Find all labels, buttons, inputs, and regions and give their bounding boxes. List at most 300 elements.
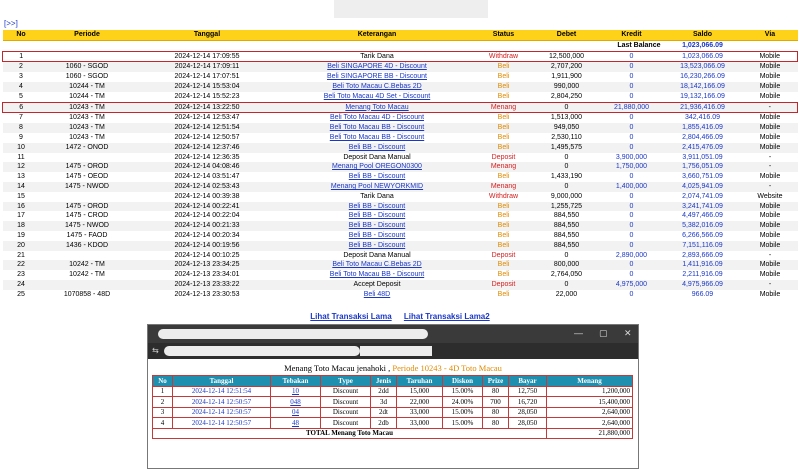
row-keterangan-link[interactable]: Beli BB - Discount <box>348 231 406 239</box>
row-debet: 884,550 <box>553 231 580 239</box>
column-header: Debet <box>533 30 601 40</box>
row-no: 12 <box>3 162 40 172</box>
row-status: Deposit <box>475 280 533 290</box>
row-keterangan: Accept Deposit <box>280 280 475 290</box>
row-periode: 1475 - CROD <box>65 212 109 220</box>
site-settings-icon[interactable]: ⇆ <box>152 346 159 355</box>
win-column-header: Taruhan <box>397 376 443 387</box>
row-kredit: 0 <box>629 290 634 298</box>
win-row-tanggal: 2024-12-14 12:51:54 <box>173 386 271 397</box>
row-no: 23 <box>17 271 25 279</box>
row-no: 22 <box>3 260 40 270</box>
row-debet: 2,530,110 <box>551 133 582 141</box>
row-tanggal: 2024-12-14 00:39:38 <box>174 192 240 200</box>
row-no: 8 <box>3 123 40 133</box>
row-kredit: 0 <box>601 202 663 212</box>
row-debet: 1,433,190 <box>550 173 583 181</box>
row-status: Beli <box>475 241 533 251</box>
row-debet: 1,911,900 <box>551 73 582 81</box>
row-kredit: 0 <box>601 221 663 231</box>
row-tanggal: 2024-12-14 12:53:47 <box>174 114 240 122</box>
table-row <box>3 211 798 221</box>
row-kredit: 0 <box>601 241 663 251</box>
win-row-diskon: 24.00% <box>443 397 483 408</box>
table-row <box>3 123 798 133</box>
row-tanggal: 2024-12-13 23:33:22 <box>135 280 280 290</box>
row-saldo: 966.09 <box>691 290 714 298</box>
row-saldo: 3,241,741.09 <box>663 202 743 212</box>
row-periode <box>40 280 135 290</box>
row-keterangan-link[interactable]: Menang Pool OREGON0300 <box>280 162 475 172</box>
row-periode: 1475 - OEOD <box>65 173 109 181</box>
row-keterangan-link[interactable]: Beli Toto Macau BB - Discount <box>280 123 475 133</box>
minimize-icon[interactable]: — <box>574 328 583 338</box>
row-via: - <box>743 182 798 192</box>
row-debet: 12,500,000 <box>533 51 601 62</box>
row-debet: 2,707,200 <box>533 62 601 72</box>
row-via: Mobile <box>743 62 798 72</box>
row-saldo: 1,855,416.09 <box>663 123 743 133</box>
row-saldo: 4,497,466.09 <box>682 212 723 220</box>
row-keterangan-link[interactable]: Beli BB - Discount <box>280 241 475 251</box>
row-keterangan-link[interactable]: Beli Toto Macau BB - Discount <box>329 133 425 141</box>
win-row-no: 3 <box>153 407 173 418</box>
row-kredit: 0 <box>629 173 634 181</box>
row-via: Mobile <box>743 143 798 153</box>
row-status: Beli <box>475 82 533 92</box>
win-row-tebakan-link[interactable]: 048 <box>271 397 321 408</box>
row-debet: 884,550 <box>533 241 601 251</box>
win-table-header-row <box>153 376 633 387</box>
last-balance-row <box>3 40 798 51</box>
row-no: 9 <box>19 133 23 141</box>
row-kredit: 0 <box>601 143 663 153</box>
row-tanggal: 2024-12-14 17:09:55 <box>135 51 280 62</box>
row-status: Menang <box>475 182 533 192</box>
row-tanggal: 2024-12-14 17:09:11 <box>135 62 280 72</box>
row-tanggal: 2024-12-14 00:10:25 <box>174 251 240 259</box>
table-row <box>3 231 798 241</box>
row-status: Beli <box>497 271 510 279</box>
row-kredit: 21,880,000 <box>601 102 663 113</box>
row-saldo: 4,025,941.09 <box>663 182 743 192</box>
row-saldo: 2,804,466.09 <box>682 133 723 141</box>
row-keterangan: Tarik Dana <box>280 51 475 62</box>
row-no: 11 <box>17 153 25 161</box>
row-saldo: 6,266,566.09 <box>682 231 723 239</box>
row-debet: 884,550 <box>533 221 601 231</box>
row-status: Menang <box>475 102 533 113</box>
win-row-bayar: 12,750 <box>509 386 547 397</box>
row-no: 21 <box>17 251 25 259</box>
row-periode: 1475 - OROD <box>40 162 135 172</box>
row-saldo: 2,893,666.09 <box>682 251 723 259</box>
row-kredit: 1,400,000 <box>601 182 663 192</box>
popup-url-extra <box>360 346 432 356</box>
row-status: Beli <box>497 290 510 298</box>
win-table-row <box>153 386 633 397</box>
old-transactions-link[interactable]: Lihat Transaksi Lama <box>310 312 392 321</box>
win-table-row <box>153 407 633 418</box>
row-saldo: 1,023,066.09 <box>663 51 743 62</box>
win-row-prize: 80 <box>483 386 509 397</box>
row-tanggal: 2024-12-13 23:34:25 <box>135 260 280 270</box>
maximize-icon[interactable]: ▢ <box>599 328 608 338</box>
win-row-tebakan-link[interactable]: 04 <box>271 407 321 418</box>
row-keterangan-link[interactable]: Beli Toto Macau C.Bebas 2D <box>280 260 475 270</box>
win-table-row <box>153 397 633 408</box>
table-row <box>3 62 798 72</box>
row-status: Beli <box>475 202 533 212</box>
row-tanggal: 2024-12-13 23:34:01 <box>174 271 240 279</box>
win-column-header: Jenis <box>371 376 397 387</box>
row-periode: 1070858 - 48D <box>63 290 111 298</box>
row-status: Beli <box>497 73 510 81</box>
table-row <box>3 113 798 123</box>
win-row-prize: 700 <box>483 397 509 408</box>
win-row-menang: 2,640,000 <box>547 418 633 429</box>
table-row <box>3 192 798 202</box>
row-periode: 10242 - TM <box>40 260 135 270</box>
row-saldo: 21,936,416.09 <box>663 102 743 113</box>
win-row-jenis: 3d <box>371 397 397 408</box>
row-debet: 2,804,250 <box>550 92 583 100</box>
table-row <box>3 241 798 251</box>
row-debet: 800,000 <box>533 260 601 270</box>
row-saldo: 4,975,966.09 <box>663 280 743 290</box>
row-kredit: 0 <box>629 231 634 239</box>
row-status: Beli <box>497 173 510 181</box>
table-row <box>3 82 798 92</box>
row-keterangan: Deposit Dana Manual <box>343 153 411 161</box>
row-tanggal: 2024-12-14 00:19:56 <box>135 241 280 251</box>
row-keterangan-link[interactable]: Menang Pool NEWYORKMID <box>280 182 475 192</box>
table-row <box>3 290 798 300</box>
row-no: 5 <box>19 92 23 100</box>
row-keterangan-link[interactable]: Beli Toto Macau BB - Discount <box>329 271 425 279</box>
row-tanggal: 2024-12-14 04:08:46 <box>135 162 280 172</box>
row-kredit: 0 <box>601 82 663 92</box>
row-periode: 10244 - TM <box>69 92 105 100</box>
row-keterangan-link[interactable]: Beli BB - Discount <box>348 212 406 220</box>
win-row-bayar: 16,720 <box>509 397 547 408</box>
transaction-table <box>2 30 798 300</box>
row-saldo: 342,416.09 <box>684 114 721 122</box>
row-debet: 0 <box>533 182 601 192</box>
row-periode <box>40 251 135 261</box>
win-row-tanggal: 2024-12-14 12:50:57 <box>173 407 271 418</box>
last-balance-value: 1,023,066.09 <box>682 41 723 49</box>
row-keterangan-link[interactable]: Beli Toto Macau 4D - Discount <box>329 114 425 122</box>
row-saldo: 3,660,751.09 <box>682 173 723 181</box>
table-row <box>3 153 798 163</box>
win-total-label: TOTAL Menang Toto Macau <box>153 428 547 439</box>
row-via: Mobile <box>743 123 798 133</box>
win-column-header: Menang <box>547 376 633 387</box>
row-kredit: 4,975,000 <box>601 280 663 290</box>
row-keterangan-link[interactable]: Beli BB - Discount <box>348 173 406 181</box>
row-periode: 10244 - TM <box>40 82 135 92</box>
row-kredit: 0 <box>601 123 663 133</box>
row-debet: 949,050 <box>533 123 601 133</box>
row-no: 10 <box>3 143 40 153</box>
row-periode: 10243 - TM <box>40 123 135 133</box>
row-debet: 1,495,575 <box>533 143 601 153</box>
row-debet: 884,550 <box>553 212 580 220</box>
row-saldo: 19,132,166.09 <box>680 92 725 100</box>
row-tanggal: 2024-12-14 00:21:33 <box>135 221 280 231</box>
row-tanggal: 2024-12-14 02:53:43 <box>135 182 280 192</box>
row-periode: 1436 - KDOD <box>40 241 135 251</box>
row-tanggal: 2024-12-14 15:52:23 <box>174 92 240 100</box>
row-no: 19 <box>17 231 25 239</box>
row-periode: 1060 - SGOD <box>65 73 109 81</box>
row-kredit: 0 <box>601 62 663 72</box>
row-kredit: 0 <box>629 73 634 81</box>
next-page-link[interactable]: [>>] <box>4 19 18 28</box>
row-keterangan-link[interactable]: Beli BB - Discount <box>280 202 475 212</box>
win-row-menang: 1,200,000 <box>547 386 633 397</box>
row-tanggal: 2024-12-14 15:53:04 <box>135 82 280 92</box>
row-tanggal: 2024-12-14 00:22:41 <box>135 202 280 212</box>
row-debet: 2,764,050 <box>550 271 583 279</box>
win-column-header: Diskon <box>443 376 483 387</box>
row-tanggal: 2024-12-14 12:37:46 <box>135 143 280 153</box>
row-periode: 10243 - TM <box>40 102 135 113</box>
row-kredit: 0 <box>601 51 663 62</box>
column-header: Tanggal <box>135 30 280 40</box>
row-no: 1 <box>3 51 40 62</box>
win-row-prize: 80 <box>483 418 509 429</box>
row-no: 18 <box>3 221 40 231</box>
win-total-row <box>153 428 633 439</box>
table-row <box>3 143 798 153</box>
row-via: - <box>768 251 772 259</box>
row-via: Mobile <box>759 212 781 220</box>
last-balance-label: Last Balance <box>617 41 661 49</box>
popup-address-bar <box>148 343 638 359</box>
table-row <box>3 270 798 280</box>
row-via: - <box>768 153 772 161</box>
row-status: Beli <box>475 143 533 153</box>
row-keterangan-link[interactable]: Beli SINGAPORE 4D - Discount <box>280 62 475 72</box>
row-via: - <box>743 280 798 290</box>
table-header-row <box>3 30 798 40</box>
row-via: Mobile <box>759 173 781 181</box>
column-header: Saldo <box>663 30 743 40</box>
row-no: 15 <box>17 192 25 200</box>
row-keterangan-link[interactable]: Beli BB - Discount <box>280 221 475 231</box>
row-debet: 1,255,725 <box>533 202 601 212</box>
win-row-type: Discount <box>321 407 371 418</box>
row-no: 6 <box>3 102 40 113</box>
row-debet: 990,000 <box>533 82 601 92</box>
table-row <box>3 133 798 143</box>
win-row-type: Discount <box>321 386 371 397</box>
win-column-header: No <box>153 376 173 387</box>
row-debet: 0 <box>533 102 601 113</box>
row-saldo: 5,382,016.09 <box>663 221 743 231</box>
row-kredit: 0 <box>629 271 634 279</box>
close-icon[interactable]: ✕ <box>624 328 632 338</box>
row-status: Withdraw <box>488 192 519 200</box>
row-via: Mobile <box>759 231 781 239</box>
row-debet: 1,513,000 <box>550 114 583 122</box>
row-debet: 22,000 <box>555 290 578 298</box>
popup-url-field[interactable] <box>164 346 360 356</box>
row-keterangan-link[interactable]: Beli Toto Macau C.Bebas 2D <box>280 82 475 92</box>
row-no: 13 <box>17 173 25 181</box>
row-tanggal: 2024-12-14 00:20:34 <box>174 231 240 239</box>
table-row <box>3 92 798 102</box>
table-row <box>3 202 798 212</box>
win-row-tebakan-link[interactable]: 48 <box>271 418 321 429</box>
row-status: Beli <box>497 92 510 100</box>
win-row-taruhan: 33,000 <box>397 418 443 429</box>
row-tanggal: 2024-12-14 12:36:35 <box>174 153 240 161</box>
row-saldo: 2,415,476.09 <box>663 143 743 153</box>
popup-tab-title <box>158 329 428 339</box>
win-row-prize: 80 <box>483 407 509 418</box>
row-kredit: 3,900,000 <box>615 153 648 161</box>
popup-heading-periode: Periode 10243 - 4D Toto Macau <box>392 363 502 373</box>
row-no: 20 <box>3 241 40 251</box>
row-status: Menang <box>475 162 533 172</box>
row-saldo: 7,151,116.09 <box>663 241 743 251</box>
bottom-links <box>0 312 800 321</box>
win-row-tanggal: 2024-12-14 12:50:57 <box>173 418 271 429</box>
win-column-header: Tanggal <box>173 376 271 387</box>
row-status: Withdraw <box>475 51 533 62</box>
win-table-row <box>153 418 633 429</box>
row-status: Beli <box>475 123 533 133</box>
row-via: Mobile <box>759 290 781 298</box>
win-row-menang: 15,400,000 <box>547 397 633 408</box>
row-via: - <box>743 162 798 172</box>
column-header: Periode <box>40 30 135 40</box>
row-saldo: 2,074,741.09 <box>682 192 723 200</box>
win-row-bayar: 28,050 <box>509 407 547 418</box>
row-via: Mobile <box>759 114 781 122</box>
row-periode <box>40 51 135 62</box>
row-no: 25 <box>17 290 25 298</box>
win-row-no: 2 <box>153 397 173 408</box>
row-tanggal: 2024-12-14 00:22:04 <box>174 212 240 220</box>
row-via: Mobile <box>743 51 798 62</box>
win-total-value: 21,880,000 <box>547 428 633 439</box>
win-column-header: Tebakan <box>271 376 321 387</box>
column-header: Status <box>475 30 533 40</box>
row-saldo: 1,756,051.09 <box>663 162 743 172</box>
row-saldo: 18,142,166.09 <box>663 82 743 92</box>
row-kredit: 0 <box>629 192 634 200</box>
column-header: Keterangan <box>280 30 475 40</box>
row-via: Mobile <box>759 271 781 279</box>
win-column-header: Prize <box>483 376 509 387</box>
table-row <box>3 162 798 172</box>
table-row <box>3 102 798 113</box>
row-periode: 1060 - SGOD <box>40 62 135 72</box>
top-blank-area <box>334 0 488 18</box>
win-row-diskon: 15.00% <box>443 386 483 397</box>
row-no: 7 <box>19 114 23 122</box>
row-kredit: 0 <box>629 133 634 141</box>
row-periode: 10242 - TM <box>69 271 105 279</box>
table-row <box>3 221 798 231</box>
win-row-diskon: 15.00% <box>443 418 483 429</box>
row-periode <box>40 153 135 163</box>
row-periode <box>40 192 135 202</box>
popup-heading-main: Menang Toto Macau jenahoki , <box>284 363 391 373</box>
row-no: 16 <box>3 202 40 212</box>
win-row-bayar: 28,050 <box>509 418 547 429</box>
row-tanggal: 2024-12-14 03:51:47 <box>174 173 240 181</box>
win-row-type: Discount <box>321 418 371 429</box>
row-saldo: 1,411,916.09 <box>663 260 743 270</box>
win-row-tebakan-link[interactable]: 10 <box>271 386 321 397</box>
row-via: Mobile <box>743 241 798 251</box>
table-row <box>3 182 798 192</box>
row-via: Mobile <box>759 73 781 81</box>
win-detail-table <box>152 375 633 439</box>
row-kredit: 0 <box>629 212 634 220</box>
row-no: 2 <box>3 62 40 72</box>
column-header: Kredit <box>601 30 663 40</box>
table-row <box>3 51 798 62</box>
row-status: Beli <box>475 221 533 231</box>
win-row-jenis: 2dt <box>371 407 397 418</box>
row-keterangan-link[interactable]: Beli 48D <box>363 290 391 298</box>
row-via: Website <box>757 192 783 200</box>
win-column-header: Bayar <box>509 376 547 387</box>
row-debet: 0 <box>564 153 569 161</box>
row-via: Mobile <box>759 133 781 141</box>
row-periode: 10243 - TM <box>69 133 105 141</box>
row-periode: 10243 - TM <box>69 114 105 122</box>
old-transactions-2-link[interactable]: Lihat Transaksi Lama2 <box>403 312 490 321</box>
row-debet: 9,000,000 <box>550 192 583 200</box>
row-kredit: 0 <box>629 92 634 100</box>
row-keterangan: Tarik Dana <box>360 192 394 200</box>
win-row-taruhan: 33,000 <box>397 407 443 418</box>
win-row-taruhan: 22,000 <box>397 397 443 408</box>
win-row-jenis: 2dd <box>371 386 397 397</box>
row-keterangan-link[interactable]: Beli BB - Discount <box>280 143 475 153</box>
row-periode: 1475 - NWOD <box>40 221 135 231</box>
row-keterangan-link[interactable]: Beli Toto Macau 4D Set - Discount <box>323 92 431 100</box>
column-header: No <box>3 30 40 40</box>
win-column-header: Type <box>321 376 371 387</box>
row-keterangan-link[interactable]: Beli SINGAPORE BB - Discount <box>327 73 427 81</box>
row-status: Beli <box>475 260 533 270</box>
row-debet: 0 <box>533 280 601 290</box>
row-periode: 1475 - OROD <box>40 202 135 212</box>
row-saldo: 2,211,916.09 <box>682 271 723 279</box>
row-no: 14 <box>3 182 40 192</box>
row-via: Mobile <box>743 221 798 231</box>
row-tanggal: 2024-12-14 13:22:50 <box>135 102 280 113</box>
table-row <box>3 260 798 270</box>
win-row-jenis: 2db <box>371 418 397 429</box>
win-row-type: Discount <box>321 397 371 408</box>
row-via: - <box>743 102 798 113</box>
win-row-no: 1 <box>153 386 173 397</box>
row-keterangan-link[interactable]: Menang Toto Macau <box>280 102 475 113</box>
row-tanggal: 2024-12-14 17:07:51 <box>174 73 240 81</box>
row-debet: 0 <box>564 251 569 259</box>
win-detail-popup <box>147 324 639 469</box>
row-status: Deposit <box>491 251 516 259</box>
